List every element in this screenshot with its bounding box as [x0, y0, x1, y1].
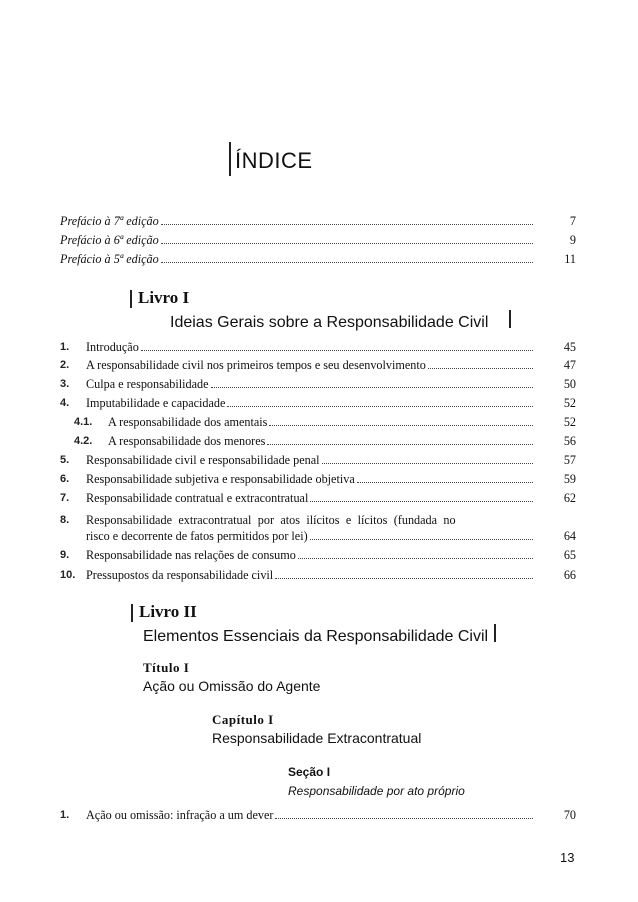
leader-dots — [227, 406, 533, 407]
item-text: Responsabilidade contratual e extracontratual — [86, 491, 309, 505]
livro2-bar — [131, 604, 133, 622]
leader-dots — [161, 224, 533, 225]
toc-row — [60, 396, 576, 411]
page-ref: 11 — [564, 252, 576, 266]
page-ref: 47 — [563, 358, 576, 372]
item-text: Pressupostos da responsabilidade civil — [86, 568, 274, 582]
item-number: 10. — [60, 569, 76, 581]
item-text: Ação ou omissão: infração a um dever — [86, 808, 274, 822]
livro1-label: Livro I — [138, 288, 190, 307]
leader-dots — [275, 578, 533, 579]
livro2-label: Livro II — [139, 602, 197, 621]
leader-dots — [310, 501, 533, 502]
livro1-title-bar — [509, 310, 511, 328]
page-ref: 45 — [563, 340, 576, 354]
titulo-text: Ação ou Omissão do Agente — [143, 678, 321, 694]
page-ref: 66 — [563, 568, 576, 582]
preface-text: Prefácio à 7ª edição — [60, 214, 159, 228]
toc-row — [60, 548, 576, 563]
capitulo-label: Capítulo I — [212, 712, 274, 727]
page-ref: 7 — [569, 214, 576, 228]
livro1-bar — [130, 290, 132, 308]
toc-row — [60, 568, 576, 583]
leader-dots — [161, 262, 533, 263]
leader-dots — [310, 539, 533, 540]
livro2-title: Elementos Essenciais da Responsabilidade Civil — [143, 628, 489, 645]
page-ref: 50 — [563, 377, 576, 391]
item-text: A responsabilidade civil nos primeiros tempos e seu desenvolvimento — [86, 358, 426, 372]
page-ref: 56 — [563, 434, 576, 448]
leader-dots — [428, 368, 533, 369]
toc-row — [60, 340, 576, 355]
preface-row — [60, 233, 576, 248]
titulo-label: Título I — [143, 660, 190, 675]
toc-row — [60, 472, 576, 487]
toc-row — [60, 434, 576, 449]
page-ref: 64 — [563, 529, 576, 543]
leader-dots — [267, 444, 533, 445]
item-number: 4.2. — [74, 435, 93, 447]
capitulo-text: Responsabilidade Extracontratual — [212, 730, 422, 746]
item-number: 6. — [60, 473, 70, 485]
secao-text: Responsabilidade por ato próprio — [288, 784, 465, 798]
leader-dots — [275, 818, 533, 819]
leader-dots — [161, 243, 533, 244]
toc-row — [60, 808, 576, 823]
item-text-line1: Responsabilidade extracontratual por atos ilícitos e lícitos (fundada no — [86, 513, 456, 527]
leader-dots — [357, 482, 533, 483]
page-ref: 62 — [563, 491, 576, 505]
toc-row — [60, 377, 576, 392]
page-ref: 52 — [563, 415, 576, 429]
toc-row — [60, 513, 576, 528]
preface-text: Prefácio à 5ª edição — [60, 252, 159, 266]
item-number: 1. — [60, 809, 70, 821]
item-number: 7. — [60, 492, 70, 504]
item-number: 2. — [60, 359, 70, 371]
title-bar — [229, 142, 231, 176]
preface-row — [60, 214, 576, 229]
item-text: Imputabilidade e capacidade — [86, 396, 226, 410]
item-number: 4.1. — [74, 416, 93, 428]
item-text: A responsabilidade dos amentais — [108, 415, 268, 429]
toc-row — [60, 453, 576, 468]
livro2-title-bar — [494, 624, 496, 642]
leader-dots — [322, 463, 533, 464]
item-number: 5. — [60, 454, 70, 466]
secao-label: Seção I — [288, 765, 331, 779]
page-ref: 70 — [563, 808, 576, 822]
leader-dots — [269, 425, 533, 426]
item-text: Introdução — [86, 340, 139, 354]
item-text-line2: risco e decorrente de fatos permitidos por lei) — [86, 529, 308, 543]
toc-row — [60, 358, 576, 373]
toc-row-continued — [60, 529, 576, 544]
item-text: Responsabilidade civil e responsabilidade penal — [86, 453, 320, 467]
preface-row — [60, 252, 576, 267]
item-number: 3. — [60, 378, 70, 390]
item-number: 1. — [60, 341, 70, 353]
preface-text: Prefácio à 6ª edição — [60, 233, 159, 247]
leader-dots — [141, 350, 533, 351]
toc-row — [60, 415, 576, 430]
page-number: 13 — [560, 850, 575, 865]
item-text: Responsabilidade subjetiva e responsabilidade objetiva — [86, 472, 355, 486]
page-ref: 65 — [563, 548, 576, 562]
item-number: 8. — [60, 514, 70, 526]
item-number: 4. — [60, 397, 70, 409]
item-text: A responsabilidade dos menores — [108, 434, 266, 448]
leader-dots — [211, 387, 533, 388]
leader-dots — [298, 558, 533, 559]
page-ref: 52 — [563, 396, 576, 410]
page-ref: 59 — [563, 472, 576, 486]
item-number: 9. — [60, 549, 70, 561]
item-text: Responsabilidade nas relações de consumo — [86, 548, 296, 562]
livro1-title: Ideias Gerais sobre a Responsabilidade Civil — [170, 314, 489, 331]
page-title: ÍNDICE — [235, 148, 313, 173]
page-ref: 9 — [569, 233, 576, 247]
toc-row — [60, 491, 576, 506]
page-ref: 57 — [563, 453, 576, 467]
item-text: Culpa e responsabilidade — [86, 377, 209, 391]
